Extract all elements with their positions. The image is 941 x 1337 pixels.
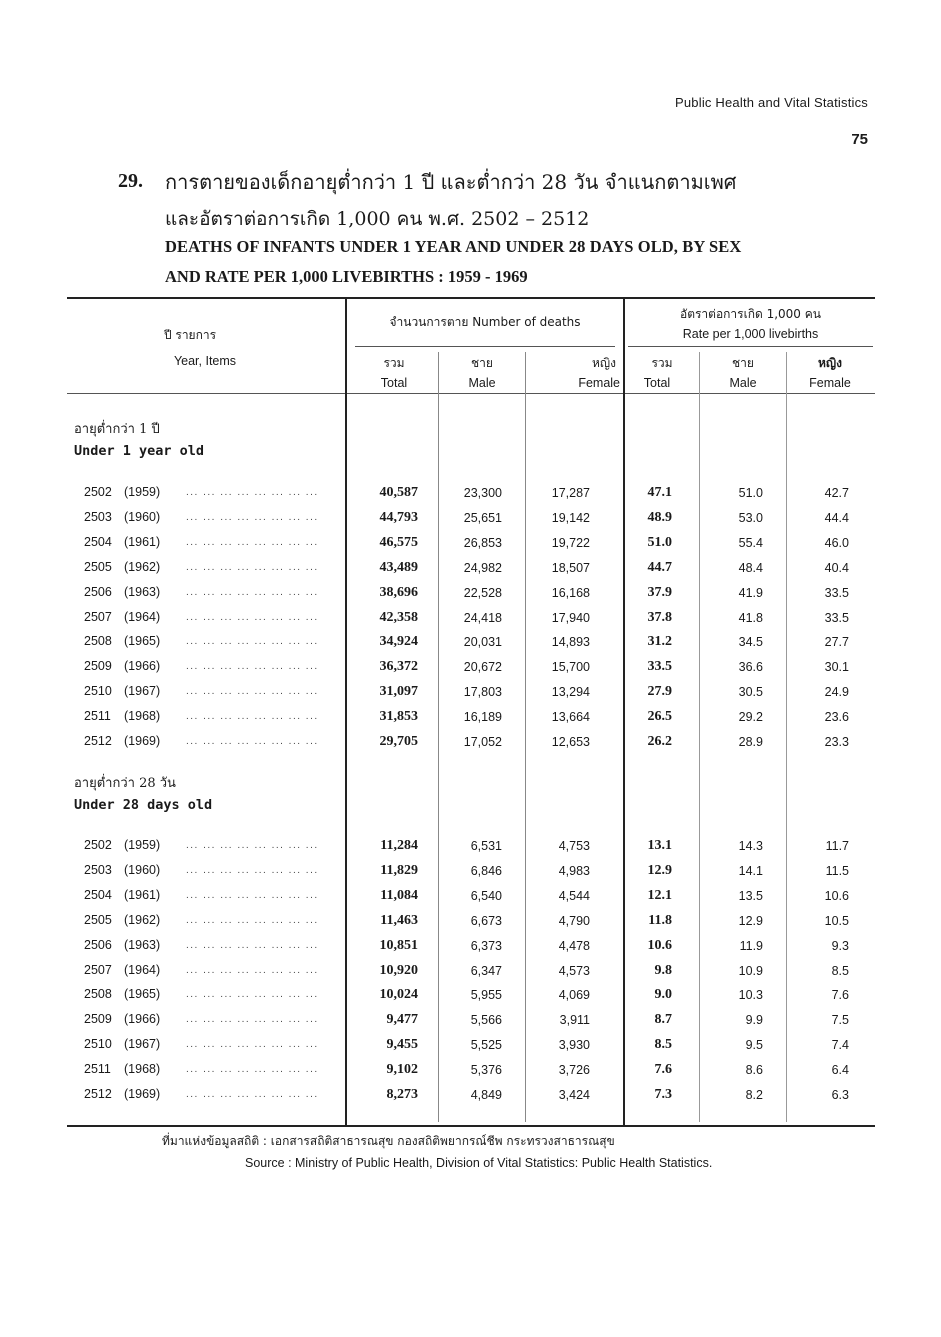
section-label-english: Under 28 days old	[74, 797, 213, 813]
cell-rate-female: 10.5	[824, 913, 849, 928]
cell-deaths-total: 40,587	[379, 485, 418, 500]
leader-dots: ... ... ... ... ... ... ... ...	[186, 964, 319, 976]
cell-deaths-total: 31,853	[379, 709, 418, 725]
leader-dots: ... ... ... ... ... ... ... ...	[186, 939, 319, 951]
rate-group-header-thai: อัตราต่อการเกิด 1,000 คน	[679, 307, 821, 321]
row-year-be: 2511	[84, 709, 111, 724]
cell-deaths-total: 9,455	[386, 1037, 418, 1053]
stub-header-thai: ปี รายการ	[163, 328, 217, 342]
cell-rate-total: 47.1	[647, 485, 672, 500]
cell-rate-male: 36.6	[738, 660, 763, 675]
cell-deaths-total: 10,024	[379, 987, 418, 1003]
row-year-be: 2506	[84, 937, 112, 952]
cell-deaths-male: 26,853	[463, 535, 502, 550]
row-year-be: 2504	[84, 887, 112, 902]
leader-dots: ... ... ... ... ... ... ... ...	[186, 711, 319, 723]
cell-rate-female: 11.5	[825, 863, 849, 878]
cell-rate-male: 48.4	[738, 560, 763, 575]
section-label-english: Under 1 year old	[74, 443, 205, 459]
row-year-be: 2508	[84, 987, 112, 1002]
cell-rate-male: 28.9	[738, 735, 763, 749]
cell-deaths-total: 46,575	[379, 534, 418, 550]
cell-rate-female: 42.7	[824, 486, 849, 500]
row-year-ce: (1963)	[124, 937, 161, 952]
col-divider	[699, 352, 700, 1122]
cell-rate-female: 23.3	[824, 735, 849, 749]
cell-rate-female: 6.3	[831, 1088, 849, 1102]
cell-deaths-female: 4,753	[558, 839, 590, 853]
row-year-ce: (1967)	[124, 1037, 161, 1052]
col-header-thai: หญิง	[592, 356, 616, 370]
cell-deaths-female: 3,424	[558, 1088, 590, 1102]
cell-rate-total: 10.6	[647, 937, 672, 953]
cell-rate-total: 7.6	[654, 1062, 672, 1078]
row-year-ce: (1960)	[124, 862, 161, 877]
cell-rate-female: 7.4	[831, 1038, 849, 1053]
cell-deaths-total: 34,924	[379, 634, 418, 650]
cell-rate-male: 14.1	[738, 863, 763, 878]
cell-deaths-total: 29,705	[379, 734, 418, 749]
cell-deaths-male: 6,846	[470, 863, 502, 878]
cell-rate-female: 46.0	[824, 535, 849, 550]
cell-deaths-male: 22,528	[463, 585, 502, 600]
cell-deaths-male: 17,052	[463, 735, 502, 749]
cell-rate-male: 55.4	[738, 535, 763, 550]
row-year-be: 2512	[84, 734, 112, 748]
row-year-ce: (1968)	[124, 709, 161, 724]
col-header-english: Female	[578, 376, 620, 390]
row-year-be: 2512	[84, 1087, 112, 1101]
title-thai-line-2: และอัตราต่อการเกิด 1,000 คน พ.ศ. 2502 – 2512	[165, 208, 590, 230]
cell-deaths-female: 13,294	[551, 685, 590, 700]
cell-deaths-female: 13,664	[551, 710, 590, 725]
cell-deaths-female: 19,142	[551, 510, 590, 525]
group-divider	[623, 299, 625, 1125]
cell-rate-female: 8.5	[831, 963, 849, 978]
leader-dots: ... ... ... ... ... ... ... ...	[186, 561, 319, 573]
row-year-ce: (1969)	[124, 734, 161, 748]
stub-header-english: Year, Items	[173, 354, 237, 368]
cell-deaths-male: 17,803	[463, 685, 502, 700]
cell-rate-male: 41.8	[738, 610, 763, 625]
row-year-ce: (1964)	[124, 962, 161, 977]
cell-rate-total: 26.2	[647, 734, 672, 749]
title-english-line-1: DEATHS OF INFANTS UNDER 1 YEAR AND UNDER 28 DAYS OLD, BY SEX	[165, 237, 742, 256]
col-header-thai: ชาย	[732, 356, 754, 370]
leader-dots: ... ... ... ... ... ... ... ...	[186, 636, 319, 648]
row-year-ce: (1960)	[124, 509, 161, 524]
cell-deaths-male: 24,982	[463, 560, 502, 575]
cell-deaths-female: 4,544	[558, 888, 590, 903]
stub-divider	[345, 299, 347, 1125]
cell-deaths-total: 10,851	[379, 937, 418, 953]
cell-deaths-female: 4,983	[558, 863, 590, 878]
row-year-be: 2508	[84, 634, 112, 649]
row-year-be: 2502	[84, 838, 112, 852]
col-divider	[438, 352, 439, 1122]
cell-rate-total: 31.2	[647, 634, 672, 650]
cell-deaths-total: 9,477	[386, 1012, 418, 1028]
leader-dots: ... ... ... ... ... ... ... ...	[186, 1064, 319, 1076]
row-year-ce: (1965)	[124, 987, 161, 1002]
row-year-ce: (1966)	[124, 1012, 161, 1027]
cell-deaths-female: 17,287	[551, 486, 590, 500]
cell-deaths-female: 15,700	[551, 660, 590, 675]
cell-deaths-female: 4,573	[558, 963, 590, 978]
cell-rate-total: 12.1	[647, 887, 672, 903]
cell-rate-total: 9.0	[654, 987, 672, 1003]
leader-dots: ... ... ... ... ... ... ... ...	[186, 1089, 319, 1100]
row-year-be: 2504	[84, 534, 112, 549]
cell-deaths-female: 4,069	[558, 988, 590, 1003]
row-year-ce: (1959)	[124, 838, 161, 852]
row-year-ce: (1968)	[124, 1062, 161, 1077]
leader-dots: ... ... ... ... ... ... ... ...	[186, 914, 319, 926]
cell-rate-male: 13.5	[738, 888, 763, 903]
header-bottom-rule	[67, 393, 875, 394]
cell-rate-female: 6.4	[831, 1063, 849, 1078]
leader-dots: ... ... ... ... ... ... ... ...	[186, 889, 319, 901]
cell-deaths-total: 38,696	[379, 584, 418, 600]
cell-deaths-female: 3,726	[558, 1063, 590, 1078]
cell-rate-female: 7.5	[831, 1013, 849, 1028]
cell-deaths-male: 6,347	[470, 963, 502, 978]
cell-deaths-total: 10,920	[379, 962, 418, 978]
cell-rate-total: 12.9	[647, 862, 672, 878]
cell-deaths-total: 43,489	[379, 559, 418, 575]
header-group-divider-rates	[628, 346, 873, 347]
cell-rate-total: 9.8	[654, 962, 672, 978]
cell-rate-total: 33.5	[647, 659, 672, 675]
row-year-ce: (1965)	[124, 634, 161, 649]
cell-deaths-total: 31,097	[379, 684, 418, 700]
row-year-be: 2503	[84, 862, 112, 877]
row-year-ce: (1961)	[124, 887, 161, 902]
col-header-thai: หญิง	[818, 356, 842, 370]
col-header-english: Total	[380, 376, 408, 390]
cell-deaths-total: 9,102	[386, 1062, 418, 1078]
leader-dots: ... ... ... ... ... ... ... ...	[186, 511, 319, 523]
rate-group-header-english: Rate per 1,000 livebirths	[682, 327, 819, 341]
cell-rate-male: 14.3	[738, 839, 763, 853]
cell-rate-total: 11.8	[648, 912, 672, 928]
cell-deaths-male: 5,566	[470, 1013, 502, 1028]
leader-dots: ... ... ... ... ... ... ... ...	[186, 536, 319, 548]
cell-rate-male: 41.9	[738, 585, 763, 600]
col-header-english: Female	[809, 376, 851, 390]
row-year-be: 2502	[84, 485, 112, 499]
cell-deaths-female: 16,168	[551, 585, 590, 600]
cell-rate-female: 11.7	[825, 839, 849, 853]
row-year-ce: (1967)	[124, 684, 161, 699]
leader-dots: ... ... ... ... ... ... ... ...	[186, 661, 319, 673]
col-header-english: Male	[468, 376, 496, 390]
cell-deaths-total: 11,284	[380, 838, 418, 853]
col-divider	[525, 352, 526, 1122]
cell-rate-total: 27.9	[647, 684, 672, 700]
cell-deaths-female: 4,790	[558, 913, 590, 928]
row-year-be: 2507	[84, 962, 112, 977]
cell-rate-female: 40.4	[824, 560, 849, 575]
cell-rate-total: 13.1	[647, 838, 672, 853]
leader-dots: ... ... ... ... ... ... ... ...	[186, 611, 319, 623]
cell-deaths-male: 6,373	[470, 938, 502, 953]
row-year-ce: (1964)	[124, 609, 161, 624]
cell-rate-total: 8.7	[654, 1012, 672, 1028]
table-top-rule	[67, 297, 875, 299]
row-year-ce: (1959)	[124, 485, 161, 499]
cell-rate-female: 23.6	[824, 710, 849, 725]
cell-rate-male: 10.9	[738, 963, 763, 978]
leader-dots: ... ... ... ... ... ... ... ...	[186, 1014, 319, 1026]
leader-dots: ... ... ... ... ... ... ... ...	[186, 864, 319, 876]
row-year-ce: (1961)	[124, 534, 161, 549]
cell-rate-female: 27.7	[824, 635, 849, 650]
cell-deaths-female: 14,893	[551, 635, 590, 650]
cell-deaths-male: 5,525	[470, 1038, 502, 1053]
cell-rate-male: 53.0	[738, 510, 763, 525]
title-english-line-2: AND RATE PER 1,000 LIVEBIRTHS : 1959 - 1969	[165, 267, 528, 286]
cell-rate-male: 30.5	[738, 685, 763, 700]
cell-deaths-female: 4,478	[558, 938, 590, 953]
cell-rate-female: 24.9	[824, 685, 849, 700]
row-year-be: 2507	[84, 609, 112, 624]
cell-deaths-female: 19,722	[551, 535, 590, 550]
cell-rate-male: 8.2	[745, 1088, 763, 1102]
table-number: 29.	[118, 170, 143, 192]
cell-deaths-total: 42,358	[379, 609, 418, 625]
col-header-thai: ชาย	[471, 356, 493, 370]
col-header-english: Male	[729, 376, 757, 390]
cell-rate-total: 7.3	[654, 1087, 672, 1102]
leader-dots: ... ... ... ... ... ... ... ...	[186, 840, 319, 851]
cell-rate-female: 30.1	[824, 660, 849, 675]
cell-rate-female: 33.5	[824, 610, 849, 625]
source-english: Source : Ministry of Public Health, Division of Vital Statistics: Public Health Statistics.	[245, 1156, 713, 1170]
col-header-thai: รวม	[651, 356, 673, 370]
row-year-ce: (1962)	[124, 559, 161, 574]
cell-deaths-female: 18,507	[551, 560, 590, 575]
cell-rate-total: 44.7	[647, 559, 672, 575]
table-bottom-rule	[67, 1125, 875, 1127]
cell-deaths-total: 11,463	[380, 912, 418, 928]
row-year-be: 2509	[84, 1012, 112, 1027]
row-year-be: 2510	[84, 684, 112, 699]
cell-rate-male: 8.6	[745, 1063, 763, 1078]
leader-dots: ... ... ... ... ... ... ... ...	[186, 1039, 319, 1051]
cell-rate-total: 8.5	[654, 1037, 672, 1053]
cell-rate-male: 10.3	[738, 988, 763, 1003]
cell-rate-male: 29.2	[738, 710, 763, 725]
row-year-be: 2506	[84, 584, 112, 599]
cell-rate-total: 37.9	[647, 584, 672, 600]
leader-dots: ... ... ... ... ... ... ... ...	[186, 736, 319, 747]
cell-deaths-male: 6,540	[470, 888, 502, 903]
cell-rate-female: 33.5	[824, 585, 849, 600]
cell-rate-female: 10.6	[824, 888, 849, 903]
running-head: Public Health and Vital Statistics	[675, 95, 868, 110]
leader-dots: ... ... ... ... ... ... ... ...	[186, 989, 319, 1001]
cell-deaths-total: 8,273	[386, 1087, 418, 1102]
page-number: 75	[851, 131, 868, 148]
section-label-thai: อายุต่ำกว่า 28 วัน	[74, 776, 176, 791]
col-divider	[786, 352, 787, 1122]
cell-deaths-female: 3,911	[559, 1013, 590, 1028]
cell-rate-total: 51.0	[647, 534, 672, 550]
row-year-be: 2505	[84, 559, 112, 574]
row-year-ce: (1966)	[124, 659, 161, 674]
cell-deaths-male: 24,418	[463, 610, 502, 625]
cell-rate-total: 48.9	[647, 509, 672, 525]
leader-dots: ... ... ... ... ... ... ... ...	[186, 487, 319, 498]
deaths-group-header: จำนวนการตาย Number of deaths	[389, 315, 581, 329]
cell-deaths-male: 5,376	[470, 1063, 502, 1078]
cell-deaths-total: 11,084	[380, 887, 418, 903]
cell-deaths-female: 12,653	[551, 735, 590, 749]
cell-rate-male: 51.0	[738, 486, 763, 500]
cell-deaths-total: 11,829	[380, 862, 418, 878]
cell-deaths-female: 17,940	[551, 610, 590, 625]
cell-rate-male: 12.9	[738, 913, 763, 928]
header-group-divider-deaths	[355, 346, 615, 347]
cell-rate-female: 7.6	[831, 988, 849, 1003]
cell-deaths-male: 23,300	[463, 486, 502, 500]
cell-rate-female: 9.3	[831, 938, 849, 953]
cell-deaths-male: 6,531	[470, 839, 502, 853]
row-year-ce: (1962)	[124, 912, 161, 927]
cell-rate-female: 44.4	[824, 510, 849, 525]
cell-rate-male: 9.9	[745, 1013, 763, 1028]
cell-deaths-male: 4,849	[470, 1088, 502, 1102]
row-year-be: 2505	[84, 912, 112, 927]
cell-deaths-male: 25,651	[463, 510, 502, 525]
leader-dots: ... ... ... ... ... ... ... ...	[186, 586, 319, 598]
source-thai: ที่มาแห่งข้อมูลสถิติ : เอกสารสถิติสาธารณสุข กองสถิติพยากรณ์ชีพ กระทรวงสาธารณสุข	[162, 1134, 615, 1148]
cell-rate-male: 34.5	[738, 635, 763, 650]
cell-rate-male: 9.5	[745, 1038, 763, 1053]
col-header-thai: รวม	[383, 356, 405, 370]
cell-deaths-male: 5,955	[470, 988, 502, 1003]
cell-rate-total: 26.5	[647, 709, 672, 725]
cell-rate-total: 37.8	[647, 609, 672, 625]
leader-dots: ... ... ... ... ... ... ... ...	[186, 686, 319, 698]
col-header-english: Total	[643, 376, 671, 390]
row-year-be: 2511	[84, 1062, 111, 1077]
cell-deaths-total: 36,372	[379, 659, 418, 675]
row-year-be: 2509	[84, 659, 112, 674]
row-year-ce: (1963)	[124, 584, 161, 599]
cell-deaths-male: 20,031	[463, 635, 502, 650]
row-year-be: 2503	[84, 509, 112, 524]
cell-rate-male: 11.9	[739, 938, 763, 953]
row-year-be: 2510	[84, 1037, 112, 1052]
section-label-thai: อายุต่ำกว่า 1 ปี	[74, 422, 160, 437]
cell-deaths-female: 3,930	[558, 1038, 590, 1053]
cell-deaths-male: 20,672	[463, 660, 502, 675]
title-thai-line-1: การตายของเด็กอายุต่ำกว่า 1 ปี และต่ำกว่า 28 วัน จำแนกตามเพศ	[165, 170, 737, 194]
cell-deaths-total: 44,793	[379, 509, 418, 525]
row-year-ce: (1969)	[124, 1087, 161, 1101]
cell-deaths-male: 6,673	[470, 913, 502, 928]
cell-deaths-male: 16,189	[463, 710, 502, 725]
